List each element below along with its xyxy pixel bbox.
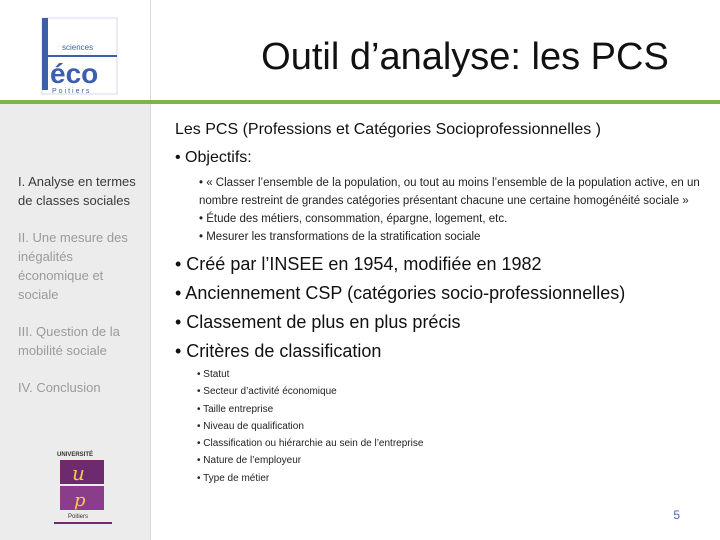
nav-item-inegalites[interactable]: II. Une mesure des inégalités économique et sociale bbox=[18, 230, 128, 302]
logo-main-text: éco bbox=[50, 58, 99, 89]
svg-text:p: p bbox=[74, 490, 86, 511]
university-logo-graphic bbox=[54, 448, 112, 524]
main-point-item: • Anciennement CSP (catégories socio-professionnelles) bbox=[175, 283, 626, 303]
main-points-list bbox=[175, 250, 705, 366]
header-divider-left bbox=[0, 100, 150, 104]
criteria-list bbox=[197, 366, 705, 487]
objective-item: • Mesurer les transformations de la stratification sociale bbox=[199, 231, 481, 243]
criteria-item: • Taille entreprise bbox=[197, 403, 274, 415]
criteria-item: • Secteur d’activité économique bbox=[197, 386, 337, 398]
criteria-item: • Statut bbox=[197, 369, 230, 380]
page-number: 5 bbox=[673, 508, 680, 522]
sciences-eco-logo-graphic bbox=[0, 0, 150, 100]
criteria-item: • Niveau de qualification bbox=[197, 420, 304, 432]
nav-item-mobilite[interactable]: III. Question de la mobilité sociale bbox=[18, 324, 120, 358]
criteria-item: • Classification ou hiérarchie au sein de l’entreprise bbox=[197, 438, 424, 450]
main-point-item: • Critères de classification bbox=[175, 341, 382, 361]
criteria-item: • Nature de l’employeur bbox=[197, 455, 302, 467]
svg-text:u: u bbox=[72, 461, 85, 485]
slide-title: Outil d’analyse: les PCS bbox=[261, 36, 669, 78]
header-divider bbox=[150, 100, 720, 104]
slide-content bbox=[175, 120, 705, 487]
criteria-item: • Type de métier bbox=[197, 472, 270, 484]
objective-item: • Étude des métiers, consommation, épargne, logement, etc. bbox=[199, 213, 508, 225]
content-heading: Les PCS (Professions et Catégories Socioprofessionnelles ) bbox=[175, 121, 601, 138]
main-point-item: • Classement de plus en plus précis bbox=[175, 312, 461, 332]
nav-item-conclusion[interactable]: IV. Conclusion bbox=[18, 380, 101, 395]
sidebar bbox=[0, 0, 151, 540]
nav-item-analyse[interactable]: I. Analyse en termes de classes sociales bbox=[18, 174, 136, 208]
sciences-eco-logo bbox=[0, 0, 150, 103]
logo-bottom-text: Poitiers bbox=[52, 88, 92, 95]
objectives-list bbox=[199, 174, 705, 246]
section-nav bbox=[18, 172, 146, 415]
objective-item: • « Classer l’ensemble de la population, ou tout au moins l’ensemble de la population active, en un nombre restreint de grandes catégories présentant chacune une certaine homogénéité sociale » bbox=[199, 177, 700, 207]
university-logo-top-text: UNIVERSITÉ bbox=[57, 452, 94, 458]
main-point-item: • Créé par l’INSEE en 1954, modifiée en 1982 bbox=[175, 254, 542, 274]
university-logo-bottom-text: Poitiers bbox=[68, 514, 89, 520]
university-logo bbox=[54, 448, 112, 524]
objectives-label: • Objectifs: bbox=[175, 149, 252, 166]
logo-top-text: sciences bbox=[62, 43, 94, 52]
